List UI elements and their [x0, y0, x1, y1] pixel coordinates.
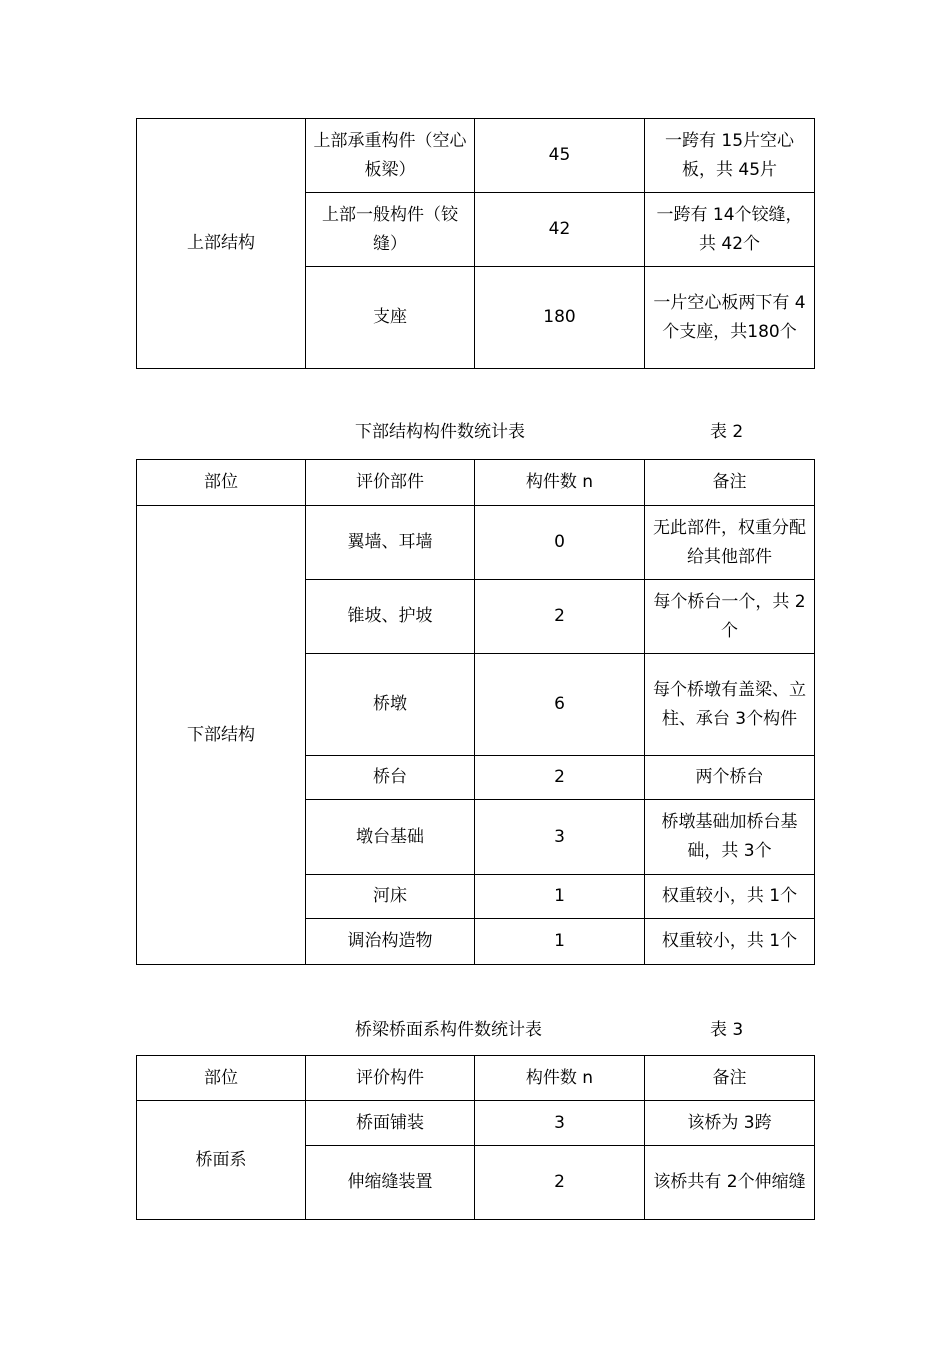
- note-cell: 权重较小，共 1个: [645, 919, 815, 965]
- table2-label: 表 2: [710, 422, 744, 442]
- part-cell: 支座: [306, 267, 475, 369]
- table3-title: 桥梁桥面系构件数统计表: [355, 1020, 542, 1040]
- group-cell: 下部结构: [137, 506, 306, 965]
- count-cell: 3: [475, 1101, 645, 1146]
- header-cell-part: 评价构件: [306, 1056, 475, 1101]
- count-cell: 180: [475, 267, 645, 369]
- group-cell: 上部结构: [137, 119, 306, 369]
- note-cell: 一跨有 14个铰缝，共 42个: [645, 193, 815, 267]
- note-cell: 桥墩基础加桥台基础，共 3个: [645, 800, 815, 875]
- note-cell: 该桥共有 2个伸缩缝: [645, 1146, 815, 1220]
- note-cell: 每个桥墩有盖梁、立柱、承台 3个构件: [645, 654, 815, 756]
- note-cell: 一片空心板两下有 4个支座，共180个: [645, 267, 815, 369]
- part-cell: 河床: [306, 875, 475, 919]
- part-cell: 桥墩: [306, 654, 475, 756]
- note-cell: 一跨有 15片空心板，共 45片: [645, 119, 815, 193]
- count-cell: 1: [475, 919, 645, 965]
- part-cell: 上部一般构件（铰缝）: [306, 193, 475, 267]
- table-row: [137, 506, 815, 580]
- table-row: [137, 1101, 815, 1146]
- count-cell: 2: [475, 1146, 645, 1220]
- table-header-row: [137, 1056, 815, 1101]
- table2-title: 下部结构构件数统计表: [355, 422, 525, 442]
- header-cell-position: 部位: [137, 1056, 306, 1101]
- count-cell: 2: [475, 756, 645, 800]
- superstructure-table: [136, 118, 815, 369]
- note-cell: 权重较小，共 1个: [645, 875, 815, 919]
- note-cell: 每个桥台一个，共 2个: [645, 580, 815, 654]
- group-cell: 桥面系: [137, 1101, 306, 1220]
- table-row: [137, 119, 815, 193]
- note-cell: 两个桥台: [645, 756, 815, 800]
- count-cell: 6: [475, 654, 645, 756]
- count-cell: 42: [475, 193, 645, 267]
- part-cell: 调治构造物: [306, 919, 475, 965]
- header-cell-note: 备注: [645, 460, 815, 506]
- note-cell: 该桥为 3跨: [645, 1101, 815, 1146]
- header-cell-part: 评价部件: [306, 460, 475, 506]
- count-cell: 2: [475, 580, 645, 654]
- header-cell-count: 构件数 n: [475, 1056, 645, 1101]
- part-cell: 锥坡、护坡: [306, 580, 475, 654]
- table3-label: 表 3: [710, 1020, 744, 1040]
- deck-system-table: [136, 1055, 815, 1220]
- part-cell: 伸缩缝装置: [306, 1146, 475, 1220]
- count-cell: 45: [475, 119, 645, 193]
- part-cell: 上部承重构件（空心板梁）: [306, 119, 475, 193]
- part-cell: 墩台基础: [306, 800, 475, 875]
- header-cell-note: 备注: [645, 1056, 815, 1101]
- note-cell: 无此部件，权重分配给其他部件: [645, 506, 815, 580]
- part-cell: 桥台: [306, 756, 475, 800]
- part-cell: 桥面铺装: [306, 1101, 475, 1146]
- count-cell: 1: [475, 875, 645, 919]
- part-cell: 翼墙、耳墙: [306, 506, 475, 580]
- substructure-table: [136, 459, 815, 965]
- table-header-row: [137, 460, 815, 506]
- count-cell: 3: [475, 800, 645, 875]
- header-cell-position: 部位: [137, 460, 306, 506]
- count-cell: 0: [475, 506, 645, 580]
- header-cell-count: 构件数 n: [475, 460, 645, 506]
